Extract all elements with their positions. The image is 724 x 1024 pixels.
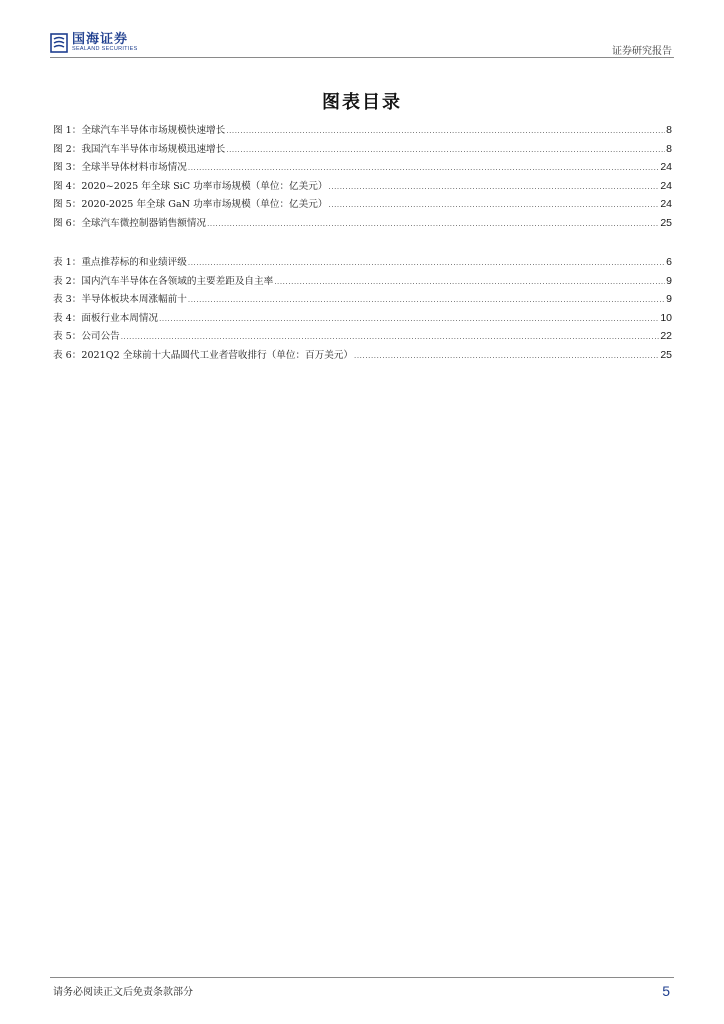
- figure-entry-title: 2020~2025 年全球 SiC 功率市场规模（单位：亿美元）: [81, 180, 328, 192]
- dot-leader: [121, 328, 660, 347]
- dot-leader: [188, 159, 659, 178]
- figure-entry-page-number: 25: [660, 216, 672, 229]
- figure-entry-page-number: 8: [666, 124, 672, 136]
- table-entry[interactable]: [53, 346, 672, 365]
- figure-entry-page-number: 24: [660, 198, 672, 210]
- figure-entry-title: 2020-2025 年全球 GaN 功率市场规模（单位：亿美元）: [81, 199, 328, 210]
- table-entry-label: 表 2：: [53, 275, 82, 287]
- logo-chinese-name: 国海证券: [72, 32, 129, 48]
- dot-leader: [328, 196, 659, 215]
- logo-english-name: SEALAND SECURITIES: [72, 46, 138, 53]
- figure-entry[interactable]: [53, 140, 672, 159]
- figure-entry[interactable]: [53, 214, 672, 233]
- table-entry-label: 表 4：: [53, 312, 82, 324]
- dot-leader: [226, 141, 665, 160]
- table-entry[interactable]: [53, 309, 672, 328]
- disclaimer-note: 请务必阅读正文后免责条款部分: [53, 987, 193, 998]
- table-entry-title: 公司公告: [81, 331, 120, 342]
- dot-leader: [226, 122, 665, 141]
- dot-leader: [274, 273, 665, 292]
- figure-entry-label: 图 3：: [53, 162, 82, 173]
- figure-entry-title: 全球半导体材料市场情况: [81, 162, 187, 173]
- figure-entry-title: 全球汽车半导体市场规模快速增长: [81, 125, 226, 136]
- table-entry-label: 表 6：: [53, 349, 82, 361]
- table-entry-label: 表 5：: [53, 331, 82, 342]
- table-list: [53, 253, 672, 364]
- figure-entry[interactable]: [53, 158, 672, 177]
- sealand-logo-icon: [50, 33, 68, 53]
- dot-leader: [207, 215, 659, 234]
- figure-entry-page-number: 24: [660, 161, 672, 173]
- figure-entry-page-number: 24: [660, 179, 672, 192]
- dot-leader: [188, 291, 665, 310]
- report-type-label: 证券研究报告: [612, 46, 672, 57]
- dot-leader: [328, 178, 659, 197]
- table-entry-title: 半导体板块本周涨幅前十: [81, 294, 187, 305]
- page-header: [50, 30, 674, 56]
- figure-entry[interactable]: [53, 177, 672, 196]
- figure-entry-label: 图 6：: [53, 217, 82, 229]
- table-entry-title: 2021Q2 全球前十大晶圆代工业者营收排行（单位：百万美元）: [81, 349, 354, 361]
- company-logo: [50, 30, 138, 56]
- footer-divider: [50, 977, 674, 978]
- figure-entry-title: 全球汽车微控制器销售额情况: [81, 217, 207, 229]
- dot-leader: [159, 310, 659, 329]
- figure-list: [53, 121, 672, 232]
- table-entry-label: 表 3：: [53, 294, 82, 305]
- table-entry[interactable]: [53, 290, 672, 309]
- table-entry-page-number: 22: [660, 330, 672, 342]
- table-entry-page-number: 9: [666, 274, 672, 287]
- table-entry[interactable]: [53, 272, 672, 291]
- figure-entry-label: 图 4：: [53, 180, 82, 192]
- table-entry-page-number: 6: [666, 256, 672, 268]
- table-entry-title: 国内汽车半导体在各领域的主要差距及自主率: [81, 275, 274, 287]
- figure-entry-label: 图 2：: [53, 143, 82, 155]
- dot-leader: [188, 254, 665, 273]
- table-entry-label: 表 1：: [53, 257, 82, 268]
- table-entry[interactable]: [53, 327, 672, 346]
- figure-entry[interactable]: [53, 121, 672, 140]
- table-entry-page-number: 25: [660, 348, 672, 361]
- table-entry-page-number: 9: [666, 293, 672, 305]
- figure-entry-label: 图 5：: [53, 199, 82, 210]
- table-entry-title: 重点推荐标的和业绩评级: [81, 257, 187, 268]
- figure-entry[interactable]: [53, 195, 672, 214]
- page-number: 5: [662, 983, 670, 999]
- figure-entry-page-number: 8: [666, 142, 672, 155]
- dot-leader: [354, 347, 659, 366]
- table-entry[interactable]: [53, 253, 672, 272]
- figure-entry-title: 我国汽车半导体市场规模迅速增长: [81, 143, 226, 155]
- table-entry-page-number: 10: [660, 311, 672, 324]
- header-divider: [50, 57, 674, 58]
- figure-entry-label: 图 1：: [53, 125, 82, 136]
- table-entry-title: 面板行业本周情况: [81, 312, 159, 324]
- page-title: 图表目录: [322, 92, 402, 113]
